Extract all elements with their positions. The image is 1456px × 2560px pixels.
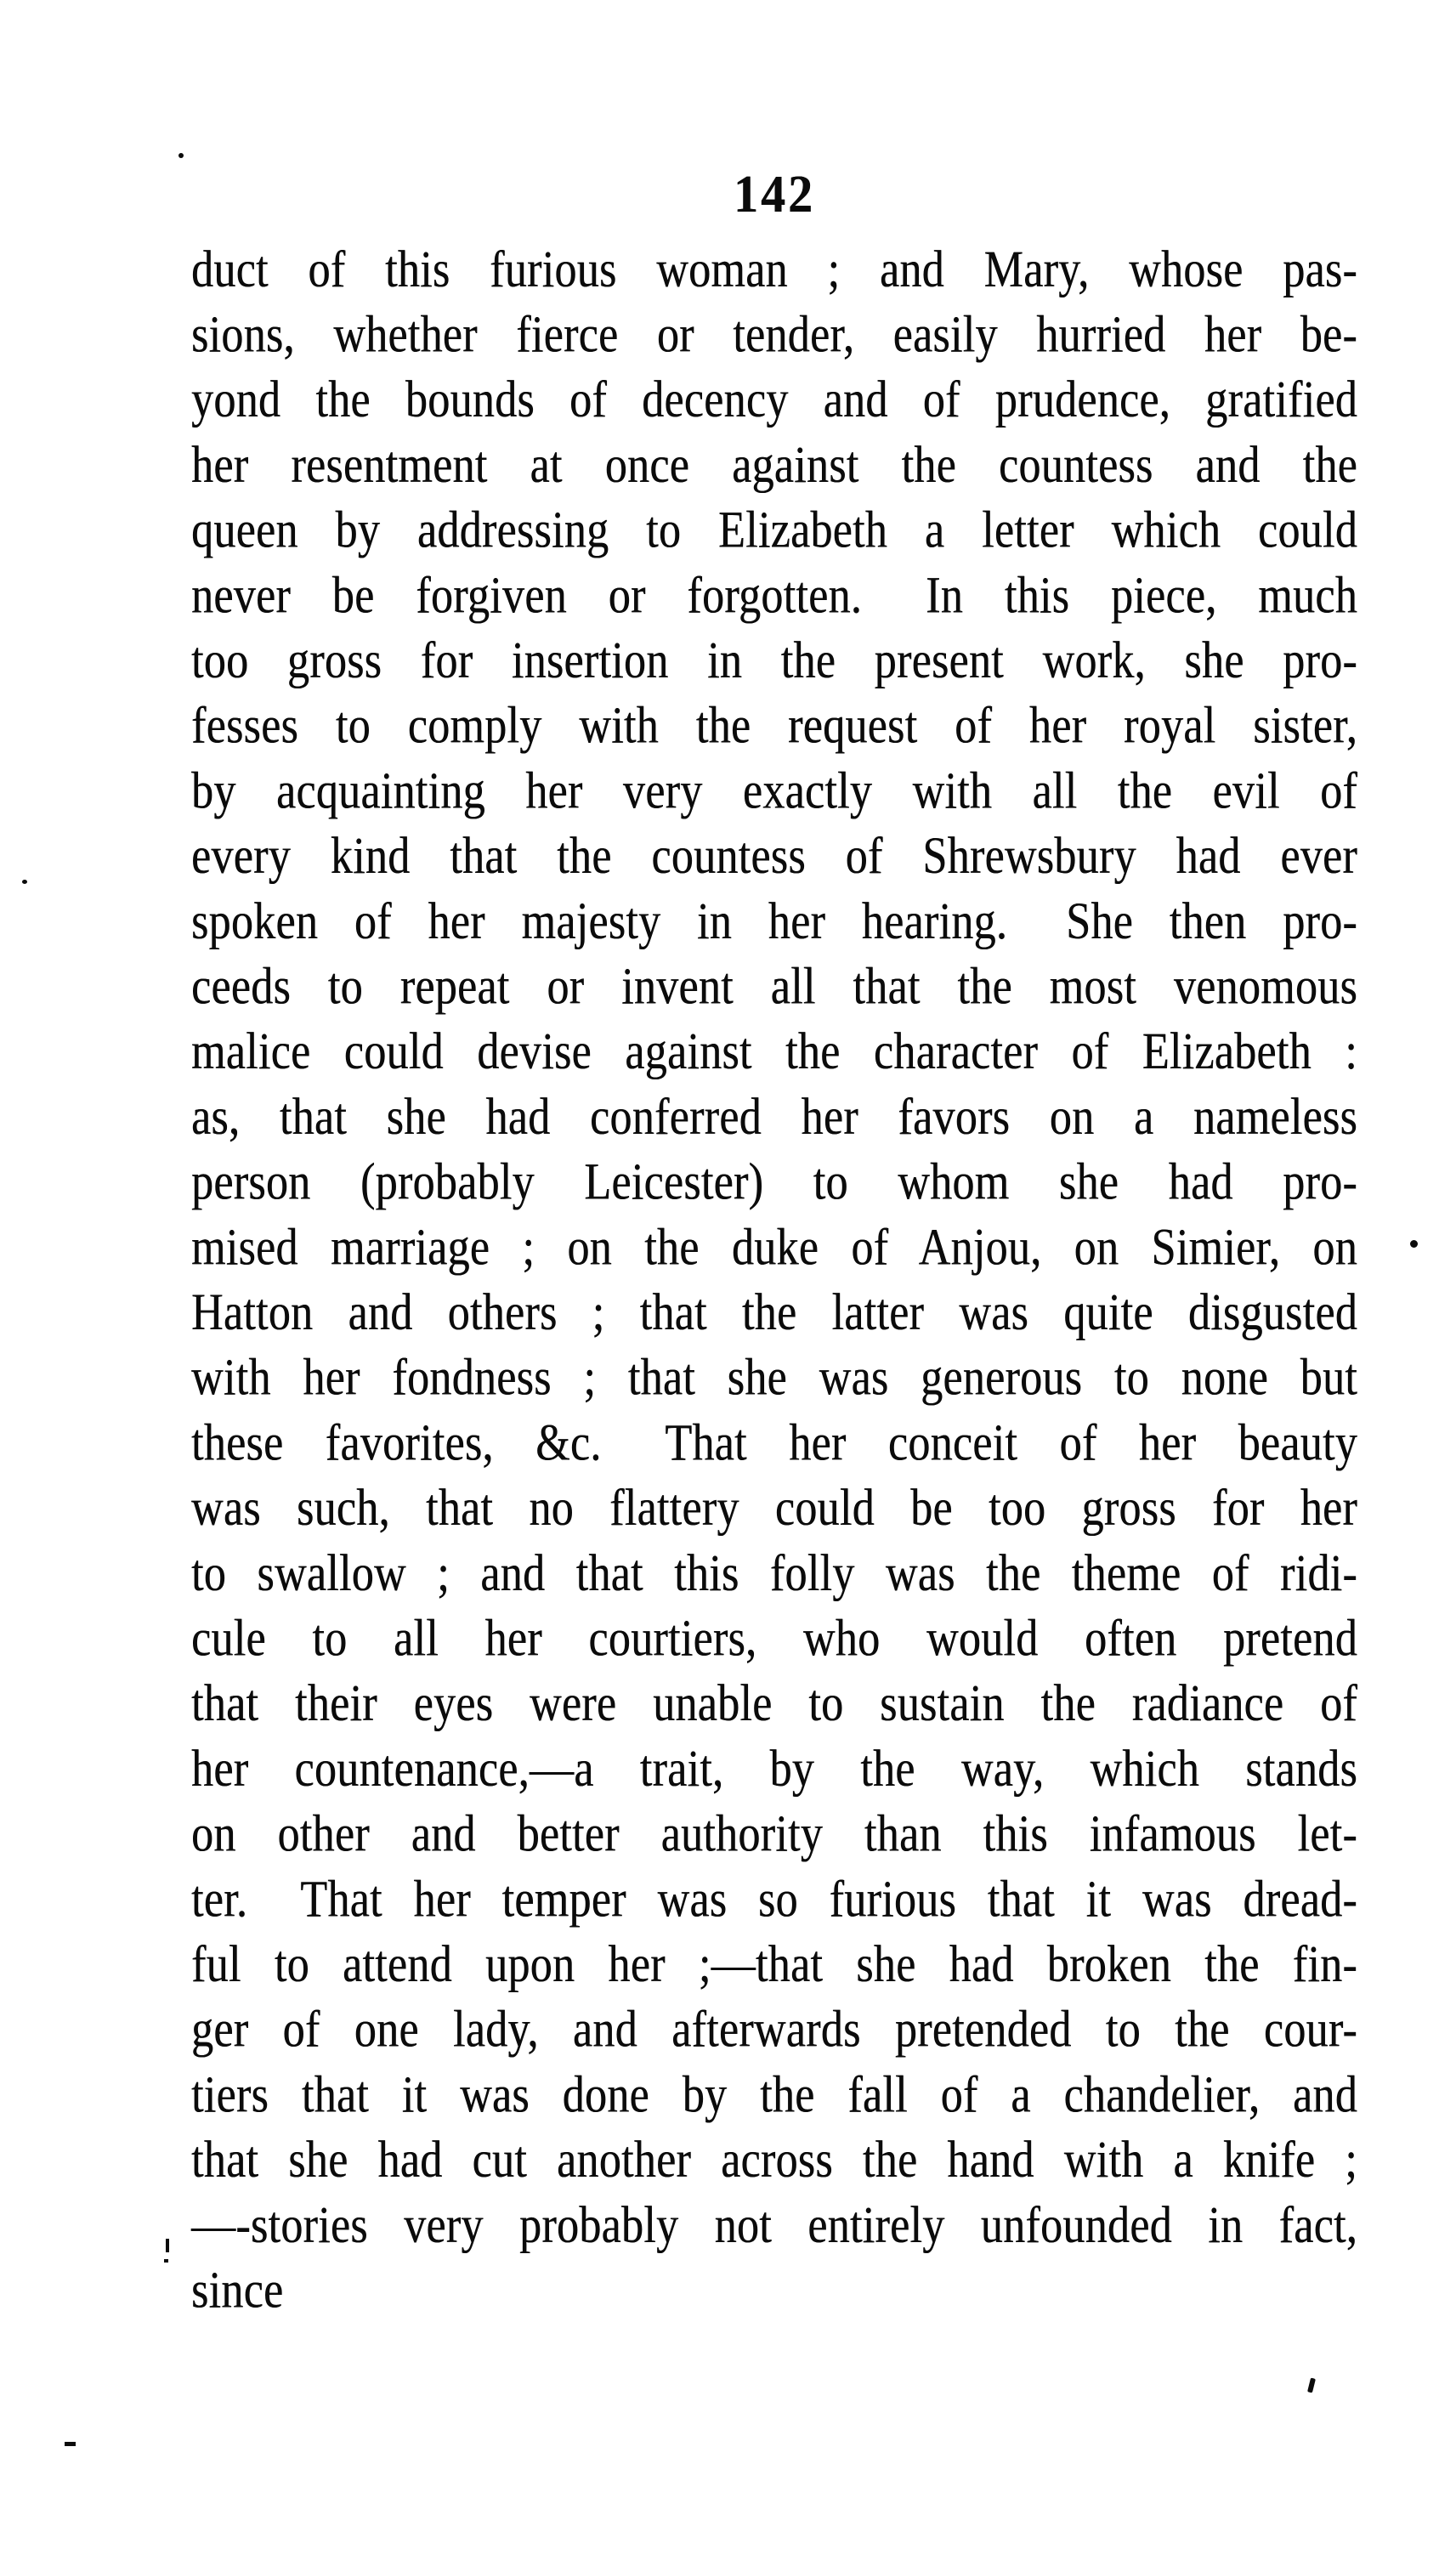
text-line: duct of this furious woman ; and Mary, whose pas- bbox=[191, 241, 1357, 298]
text-line: ter. That her temper was so furious that it was dread- bbox=[191, 1871, 1357, 1928]
text-line: her countenance,—a trait, by the way, which stands bbox=[191, 1740, 1357, 1798]
text-line: person (probably Leicester) to whom she had pro- bbox=[191, 1153, 1357, 1211]
text-line: with her fondness ; that she was generous to none but bbox=[191, 1349, 1357, 1407]
text-line: too gross for insertion in the present work, she pro- bbox=[191, 632, 1357, 690]
text-line: to swallow ; and that this folly was the theme of ridi- bbox=[191, 1544, 1357, 1602]
ink-speck bbox=[1410, 1240, 1418, 1248]
text-line: fesses to comply with the request of her royal sister, bbox=[191, 697, 1357, 755]
text-line: every kind that the countess of Shrewsbury had ever bbox=[191, 828, 1357, 886]
page-number: 142 bbox=[734, 164, 815, 224]
text-line: sions, whether fierce or tender, easily hurried her be- bbox=[191, 306, 1357, 364]
text-line: ger of one lady, and afterwards pretended to the cour- bbox=[191, 2001, 1357, 2059]
text-line: cule to all her courtiers, who would often pretend bbox=[191, 1610, 1357, 1668]
text-line: tiers that it was done by the fall of a chandelier, and bbox=[191, 2066, 1357, 2124]
text-line: Hatton and others ; that the latter was quite disgusted bbox=[191, 1283, 1357, 1342]
ink-speck bbox=[164, 2259, 168, 2263]
body-paragraph bbox=[191, 237, 1357, 2258]
text-line: her resentment at once against the countess and the bbox=[191, 436, 1357, 495]
text-line: that she had cut another across the hand with a knife ; bbox=[191, 2132, 1357, 2189]
text-line: by acquainting her very exactly with all the evil of bbox=[191, 762, 1357, 820]
text-line: mised marriage ; on the duke of Anjou, on Simier, on bbox=[191, 1219, 1357, 1277]
catchword: since bbox=[191, 2262, 284, 2319]
text-line: these favorites, &c. That her conceit of her beauty bbox=[191, 1414, 1357, 1472]
text-line: yond the bounds of decency and of prudence, gratified bbox=[191, 371, 1357, 429]
text-line: malice could devise against the character of Elizabeth : bbox=[191, 1023, 1357, 1081]
text-line: that their eyes were unable to sustain the radiance of bbox=[191, 1675, 1357, 1733]
text-line: ceeds to repeat or invent all that the most venomous bbox=[191, 958, 1357, 1016]
ink-speck bbox=[65, 2442, 76, 2446]
ink-speck bbox=[166, 2239, 169, 2252]
text-line: was such, that no flattery could be too gross for her bbox=[191, 1480, 1357, 1538]
text-line: queen by addressing to Elizabeth a letter which could bbox=[191, 501, 1357, 559]
ink-speck bbox=[1307, 2378, 1316, 2393]
text-line: on other and better authority than this infamous let- bbox=[191, 1805, 1357, 1863]
text-line: never be forgiven or forgotten. In this piece, much bbox=[191, 567, 1357, 625]
text-line: ful to attend upon her ;—that she had broken the fin- bbox=[191, 1935, 1357, 1994]
text-line: —-stories very probably not entirely unfounded in fact, bbox=[191, 2196, 1357, 2254]
text-line: as, that she had conferred her favors on a nameless bbox=[191, 1088, 1357, 1147]
ink-speck bbox=[22, 880, 27, 884]
body-text-block bbox=[191, 237, 1357, 2323]
ink-speck bbox=[178, 153, 184, 158]
text-line: spoken of her majesty in her hearing. She then pro- bbox=[191, 892, 1357, 950]
